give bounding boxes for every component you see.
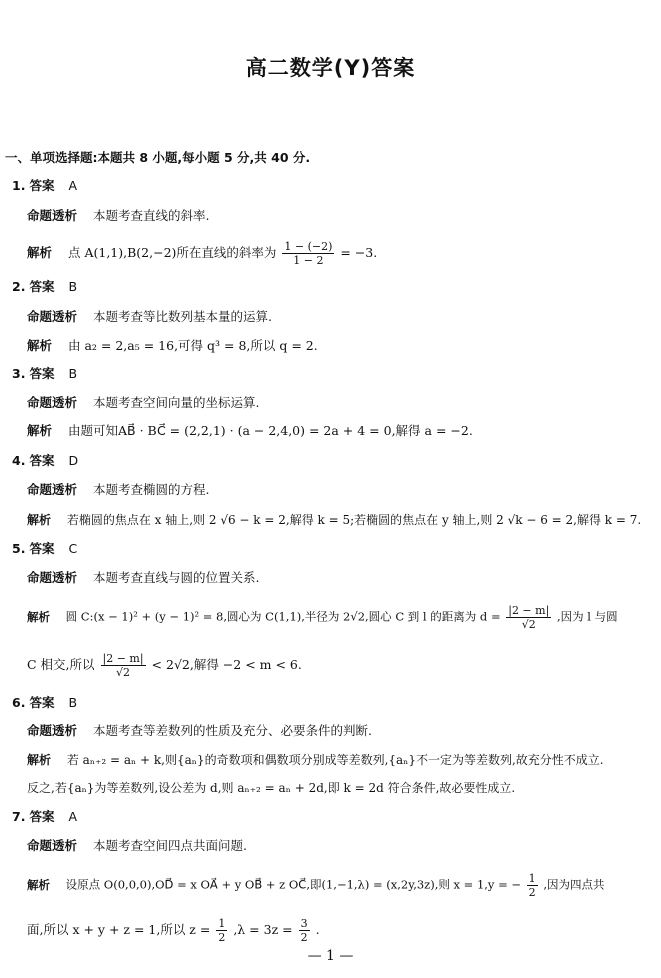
q2-answer-line [12,278,77,296]
q7-analysis2-mid: ,λ = 3z = [233,922,293,937]
q3-intent-line [27,394,259,412]
q2-number: 2. [12,279,26,294]
q7-frac2-den: 2 [218,931,226,944]
q1-analysis-label: 解析 [27,245,53,260]
q6-answer-label: 答案 [29,695,55,710]
q3-answer-label: 答案 [29,366,55,381]
section-heading: 一、单项选择题:本题共 8 小题,每小题 5 分,共 40 分. [5,150,311,165]
q6-choice: B [68,695,78,710]
q7-frac1-num: 1 [528,872,536,885]
q5-frac1-num: |2 − m| [508,604,550,617]
q7-intent-text: 本题考查空间四点共面问题. [93,838,247,853]
q7-number: 7. [12,809,26,824]
q7-intent-label: 命题透析 [27,838,78,853]
q7-intent-line [27,837,247,855]
q7-frac3-num: 3 [300,917,308,930]
q2-intent-line [27,308,272,326]
q2-choice: B [68,279,78,294]
q3-analysis-text: 由题可知AB⃗ · BC⃗ = (2,2,1) · (a − 2,4,0) = 2a + 4 = 0,解得 a = −2. [68,423,473,438]
q1-analysis-pre: 点 A(1,1),B(2,−2)所在直线的斜率为 [68,245,277,260]
q5-analysis-line-1 [27,604,618,631]
q1-intent-text: 本题考查直线的斜率. [93,208,210,223]
q4-intent-label: 命题透析 [27,482,78,497]
q5-analysis2-pre: C 相交,所以 [27,657,95,672]
q7-analysis-line-1 [27,872,604,899]
q5-analysis2-post: < 2√2,解得 −2 < m < 6. [151,657,302,672]
q3-analysis-label: 解析 [27,423,53,438]
q6-analysis-line-2 [27,779,515,797]
q5-analysis-post: ,因为 l 与圆 [556,609,618,624]
q2-analysis-text: 由 a₂ = 2,a₅ = 16,可得 q³ = 8,所以 q = 2. [68,338,318,353]
q7-frac2-num: 1 [218,917,226,930]
q5-frac2-den: √2 [116,666,131,679]
q1-frac-num: 1 − (−2) [284,240,333,253]
page-number: — 1 — [307,948,354,964]
q4-number: 4. [12,453,26,468]
q6-answer-line [12,694,77,712]
q5-analysis-pre: 圆 C:(x − 1)² + (y − 1)² = 8,圆心为 C(1,1),半径为 2√2,圆心 C 到 l 的距离为 d = [65,609,501,624]
q5-intent-line [27,569,259,587]
q4-choice: D [68,453,79,468]
q4-analysis-label: 解析 [27,513,52,527]
q6-number: 6. [12,695,26,710]
q3-number: 3. [12,366,26,381]
q5-frac1-den: √2 [521,618,536,631]
q5-answer-line [12,540,77,558]
q3-answer-line [12,365,77,383]
q2-intent-text: 本题考查等比数列基本量的运算. [93,309,272,324]
q7-analysis2-post: . [315,922,320,937]
q4-intent-text: 本题考查椭圆的方程. [93,482,210,497]
q5-choice: C [68,541,78,556]
q5-fraction-2 [101,652,146,679]
q1-fraction [282,240,334,267]
q4-analysis-line [27,511,641,529]
q2-analysis-line [27,337,318,355]
q5-frac2-num: |2 − m| [102,652,144,665]
q7-analysis-label: 解析 [27,877,50,892]
q7-answer-label: 答案 [29,809,55,824]
q6-analysis-text-1: 若 aₙ₊₂ = aₙ + k,则{aₙ}的奇数项和偶数项分别成等差数列,{aₙ}不一定为等差数列,故充分性不成立. [66,753,604,767]
q5-intent-label: 命题透析 [27,570,78,585]
q1-answer-line [12,177,77,195]
q7-analysis-post: ,因为四点共 [543,877,605,892]
q7-choice: A [68,809,77,824]
q4-answer-line [12,452,78,470]
q5-answer-label: 答案 [29,541,55,556]
q1-analysis-post: = −3. [340,245,378,260]
q7-frac3-den: 2 [300,931,308,944]
q3-analysis-line [27,422,473,440]
q6-intent-text: 本题考查等差数列的性质及充分、必要条件的判断. [93,723,372,738]
q7-fraction-3 [299,917,310,944]
q1-frac-den: 1 − 2 [293,254,324,267]
q7-analysis-line-2 [27,917,320,944]
q7-fraction-1 [527,872,538,899]
q4-analysis-text: 若椭圆的焦点在 x 轴上,则 2 √6 − k = 2,解得 k = 5;若椭圆的焦点在 y 轴上,则 2 √k − 6 = 2,解得 k = 7. [66,513,642,527]
q2-analysis-label: 解析 [27,338,53,353]
q3-intent-label: 命题透析 [27,395,78,410]
q7-analysis2-pre: 面,所以 x + y + z = 1,所以 z = [27,922,211,937]
q1-answer-label: 答案 [29,178,55,193]
q5-fraction-1 [506,604,551,631]
q6-intent-label: 命题透析 [27,723,78,738]
q6-analysis-line-1 [27,751,604,769]
page-title: 高二数学(Y)答案 [245,56,416,80]
q1-intent-line [27,207,209,225]
q6-analysis-label: 解析 [27,753,52,767]
q5-number: 5. [12,541,26,556]
q2-intent-label: 命题透析 [27,309,78,324]
q1-intent-label: 命题透析 [27,208,78,223]
q6-analysis-text-2: 反之,若{aₙ}为等差数列,设公差为 d,则 aₙ₊₂ = aₙ + 2d,即 k = 2d 符合条件,故必要性成立. [27,781,516,795]
q5-analysis-line-2 [27,652,302,679]
q2-answer-label: 答案 [29,279,55,294]
q3-intent-text: 本题考查空间向量的坐标运算. [93,395,260,410]
q7-frac1-den: 2 [528,886,536,899]
q6-intent-line [27,722,372,740]
q3-choice: B [68,366,78,381]
q4-intent-line [27,481,209,499]
q5-analysis-label: 解析 [27,609,50,624]
q7-answer-line [12,808,77,826]
q1-analysis-line [27,240,377,267]
q5-intent-text: 本题考查直线与圆的位置关系. [93,570,260,585]
q1-number: 1. [12,178,26,193]
q7-analysis-pre: 设原点 O(0,0,0),OD⃗ = x OA⃗ + y OB⃗ + z OC⃗,即(1,−1,λ) = (x,2y,3z),则 x = 1,y = − [65,877,522,892]
q1-choice: A [68,178,77,193]
q7-fraction-2 [216,917,227,944]
q4-answer-label: 答案 [29,453,55,468]
